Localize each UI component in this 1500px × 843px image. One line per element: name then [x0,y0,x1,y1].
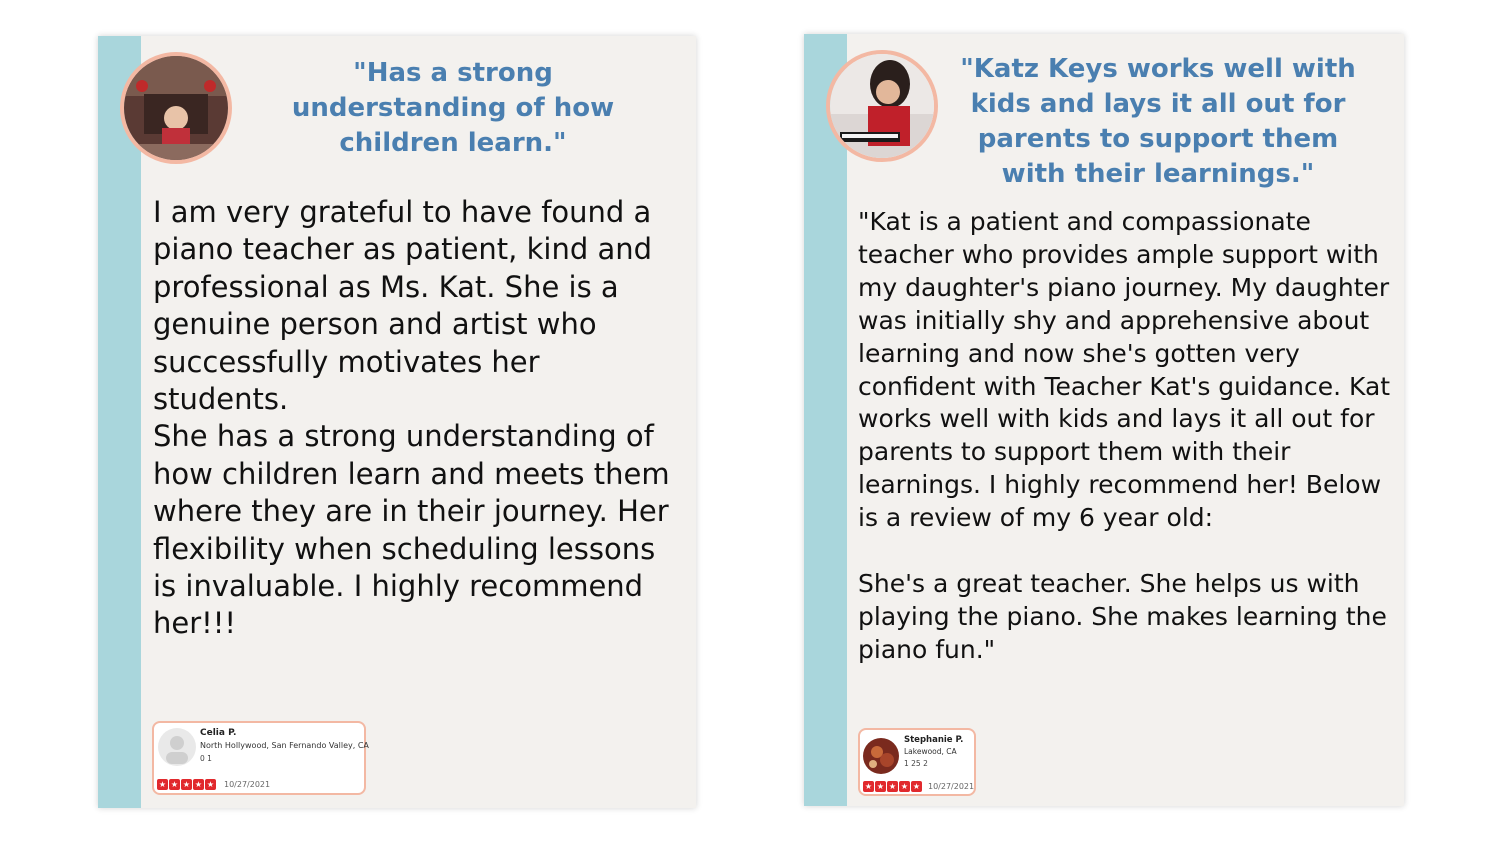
star-icon: ★ [900,782,909,791]
testimonial-card-2 [804,34,1404,806]
reviewer-stats: 1 25 2 [904,759,928,768]
reviewer-badge [152,721,369,795]
review-body: "Kat is a patient and compassionate teacher who provides ample support with my daughter's piano journey. My daughter was initially shy and apprehensive about learning and now she's gotten very confident with Teacher Kat's guidance. Kat works well with kids and lays it all out for parents to support them with their learnings. I highly recommend her! Below is a review of my 6 year old: She's a great teacher. She helps us with playing the piano. She makes learning the piano fun." [858,207,1391,664]
child-christmas-photo-icon [124,56,228,160]
headline-quote: "Katz Keys works well with kids and lays it all out for parents to support them with their learnings." [960,54,1356,189]
star-rating [863,781,922,792]
star-icon: ★ [158,780,167,789]
card-accent-stripe [804,34,847,806]
reviewer-name: Stephanie P. [904,735,964,745]
star-icon: ★ [864,782,873,791]
review-date: 10/27/2021 [224,780,271,789]
reviewer-badge [858,728,976,796]
testimonial-card-1 [98,36,696,808]
reviewer-stats: 0 1 [200,754,212,763]
reviewer-photo [120,52,232,164]
review-body: I am very grateful to have found a piano teacher as patient, kind and professional as Ms. Kat. She is a genuine person and artist who successfully motivates her students. She has a strong understanding of how children learn and meets them where they are in their journey. Her flexibility when scheduling lessons is invaluable. I highly recommend her!!! [153,195,670,641]
star-icon: ★ [182,780,191,789]
star-icon: ★ [206,780,215,789]
card-accent-stripe [98,36,141,808]
reviewer-name: Celia P. [200,728,237,738]
headline-quote: "Has a strong understanding of how children learn." [291,58,615,158]
star-icon: ★ [888,782,897,791]
star-icon: ★ [876,782,885,791]
food-photo-avatar-icon [863,738,899,774]
girl-playing-piano-photo-icon [830,54,934,158]
star-icon: ★ [912,782,921,791]
star-rating [157,779,216,790]
star-icon: ★ [194,780,203,789]
reviewer-location: Lakewood, CA [904,747,957,756]
review-date: 10/27/2021 [928,782,975,791]
star-icon: ★ [170,780,179,789]
reviewer-location: North Hollywood, San Fernando Valley, CA [200,741,369,750]
default-user-icon [158,728,196,766]
reviewer-photo [826,50,938,162]
